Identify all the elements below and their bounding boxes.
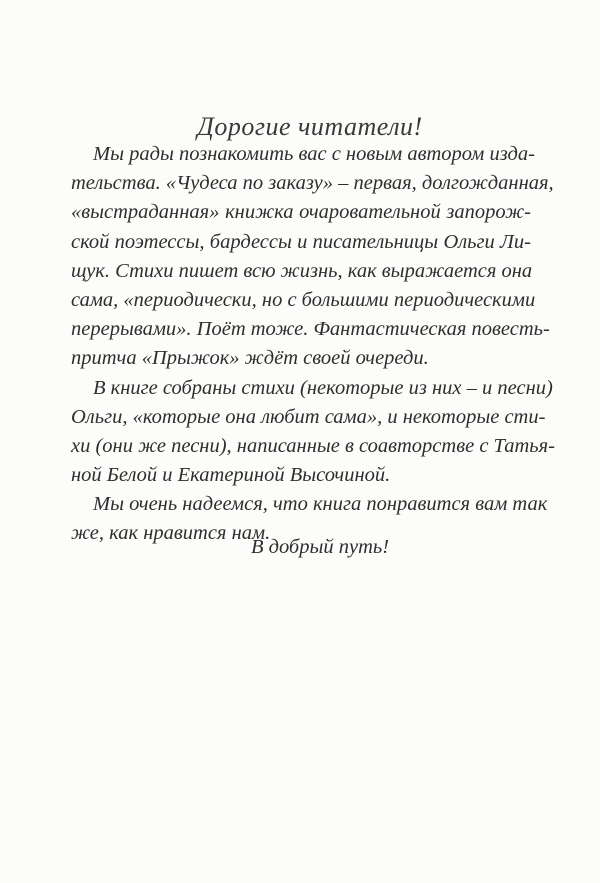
text-line: ной Белой и Екатериной Высочиной. — [71, 464, 391, 487]
text-line: В книге собраны стихи (некоторые из них – и песни) — [93, 376, 553, 399]
text-line: сама, «периодически, но с большими периодическими — [71, 288, 536, 311]
text-line: же, как нравится нам. — [71, 522, 271, 545]
text-line: ской поэтессы, бардессы и писательницы Ольги Ли- — [71, 230, 531, 253]
text-line: Мы рады познакомить вас с новым автором изда- — [93, 143, 535, 165]
text-line: притча «Прыжок» ждёт своей очереди. — [71, 347, 429, 370]
text-line: Ольги, «которые она любит сама», и некоторые сти- — [71, 405, 546, 428]
page-heading: Дорогие читатели! — [197, 112, 423, 141]
text-line: тельства. «Чудеса по заказу» – первая, долгожданная, — [71, 172, 554, 195]
text-line: щук. Стихи пишет всю жизнь, как выражается она — [71, 259, 533, 282]
text-line: «выстраданная» книжка очаровательной запорож- — [71, 201, 531, 224]
text-line: Мы очень надеемся, что книга понравится вам так — [93, 493, 548, 516]
text-line: хи (они же песни), написанные в соавторстве с Татья- — [71, 434, 555, 457]
text-line: перерывами». Поёт тоже. Фантастическая повесть- — [71, 318, 550, 341]
closing-line: В добрый путь! — [250, 536, 390, 558]
body-text — [71, 140, 555, 549]
